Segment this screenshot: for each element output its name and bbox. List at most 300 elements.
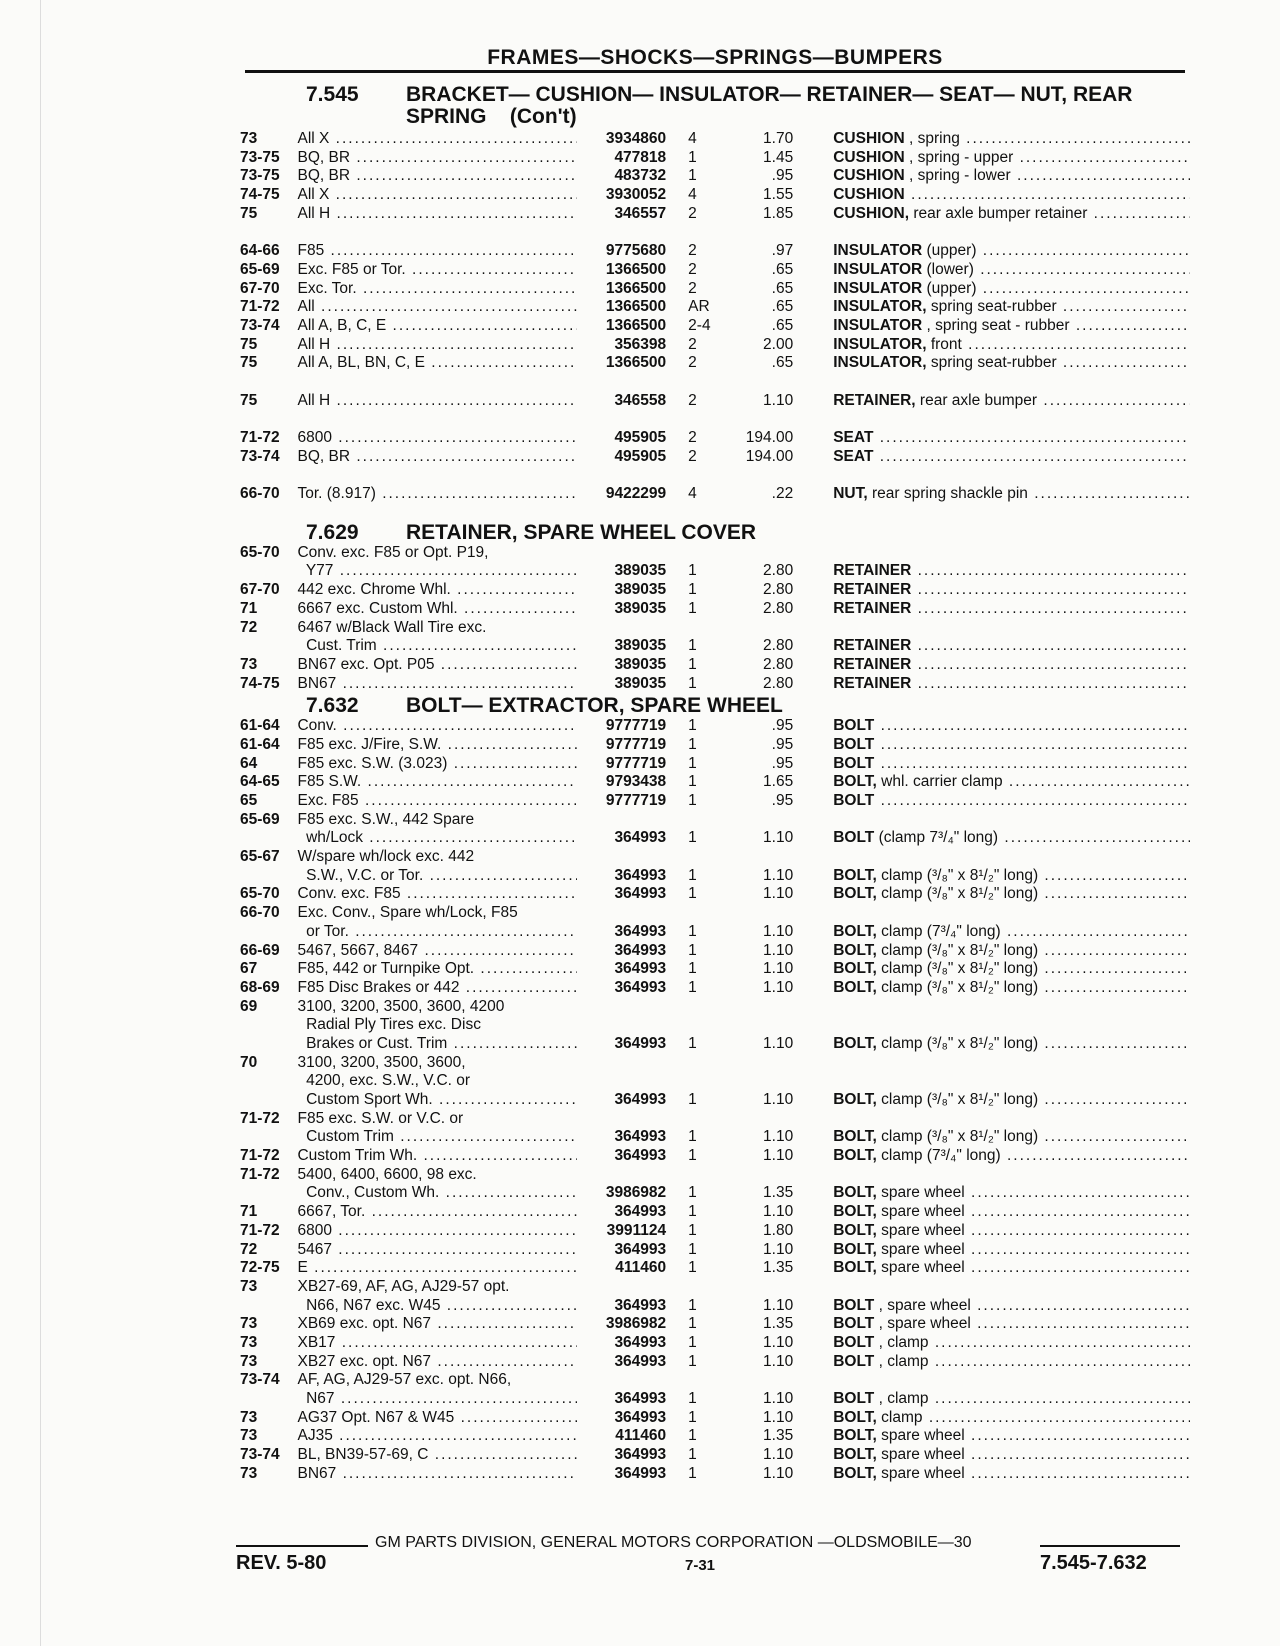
application-desc — [297, 1259, 576, 1278]
price: 1.10 — [763, 1352, 794, 1370]
part-name — [793, 130, 1190, 149]
price: .95 — [771, 167, 794, 185]
quantity — [666, 811, 728, 830]
section-title — [240, 522, 1190, 544]
part-number: 1366500 — [605, 316, 667, 334]
part-name — [793, 1371, 1190, 1390]
model-year: 64 — [240, 754, 258, 772]
table-row — [240, 792, 1190, 811]
model-year — [240, 1072, 297, 1091]
table-row — [240, 1110, 1190, 1129]
part-name-bold: CUSHION — [833, 130, 905, 147]
price: 2.80 — [763, 655, 794, 673]
table-row — [240, 581, 1190, 600]
part-note: clamp (³/₈" x 8¹/₂" long) — [881, 941, 1039, 959]
quantity: 1 — [688, 1333, 697, 1351]
price: 1.10 — [763, 1128, 794, 1146]
table-row — [240, 1409, 1190, 1428]
model-year — [240, 1297, 297, 1316]
table-row — [240, 960, 1190, 979]
part-name-bold: BOLT — [833, 754, 875, 772]
part-name — [793, 1297, 1190, 1316]
quantity — [666, 1054, 728, 1073]
application-desc — [297, 1184, 576, 1203]
part-name — [793, 1166, 1190, 1185]
part-number — [577, 1278, 666, 1297]
part-name-bold: RETAINER — [833, 581, 912, 599]
page-number: 7-31 — [685, 1557, 716, 1574]
part-number: 364993 — [614, 1333, 667, 1351]
application-text: All A, B, C, E — [297, 316, 387, 334]
application-desc — [297, 1035, 576, 1054]
part-name — [793, 242, 1190, 261]
model-year — [240, 829, 297, 848]
price: 1.10 — [763, 829, 794, 847]
application-text: Conv., Custom Wh. — [297, 1184, 440, 1202]
model-year — [240, 1016, 297, 1035]
application-text: BN67 — [297, 674, 337, 692]
model-year — [240, 867, 297, 886]
price — [728, 1371, 793, 1390]
application-text: 6467 w/Black Wall Tire exc. — [297, 618, 487, 636]
price: .97 — [771, 242, 794, 260]
application-text: W/spare wh/lock exc. 442 — [297, 848, 475, 866]
model-year: 66-70 — [240, 904, 280, 922]
part-note: clamp — [881, 1408, 923, 1426]
part-number: 495905 — [614, 429, 667, 446]
model-year: 73 — [240, 1408, 258, 1426]
price: 1.10 — [763, 1091, 794, 1108]
part-note: , clamp — [878, 1333, 929, 1351]
table-row — [240, 336, 1190, 355]
part-note: spare wheel — [881, 1203, 965, 1221]
part-number: 364993 — [614, 829, 667, 847]
application-desc — [297, 1465, 576, 1484]
part-name — [793, 637, 1190, 656]
model-year — [240, 637, 297, 656]
application-text: AJ35 — [297, 1427, 333, 1445]
application-desc — [297, 600, 576, 619]
part-name — [793, 186, 1190, 205]
table-row — [240, 773, 1190, 792]
application-desc — [297, 1072, 576, 1091]
application-text: F85, 442 or Turnpike Opt. — [297, 960, 475, 978]
part-name — [793, 1147, 1190, 1166]
table-row — [240, 923, 1190, 942]
table-row — [240, 261, 1190, 280]
part-name — [793, 904, 1190, 923]
model-year: 65-67 — [240, 848, 280, 866]
model-year: 72-75 — [240, 1259, 280, 1277]
table-row — [240, 205, 1190, 224]
quantity: 1 — [688, 866, 697, 884]
application-desc — [297, 1427, 576, 1446]
part-number: 364993 — [614, 1203, 667, 1221]
table-row — [240, 298, 1190, 317]
application-desc — [297, 656, 576, 675]
part-number: 364993 — [614, 941, 667, 959]
section-title — [240, 84, 1190, 128]
part-number — [577, 811, 666, 830]
quantity: 1 — [688, 1315, 697, 1333]
part-name-bold: BOLT — [833, 1390, 875, 1407]
price: 1.10 — [763, 1464, 794, 1482]
price: .22 — [771, 485, 794, 503]
model-year: 73-74 — [240, 316, 280, 334]
part-name-bold: RETAINER, — [833, 391, 916, 409]
part-number: 9775680 — [605, 242, 667, 260]
price — [728, 998, 793, 1017]
part-note: spare wheel — [881, 1464, 965, 1482]
part-name-bold: BOLT, — [833, 922, 877, 940]
part-name — [793, 998, 1190, 1017]
model-year: 72 — [240, 618, 258, 636]
application-desc — [297, 149, 576, 168]
part-name — [793, 848, 1190, 867]
part-number: 3934860 — [605, 130, 667, 147]
application-text: N67 — [297, 1390, 335, 1407]
application-text: Exc. F85 or Tor. — [297, 260, 406, 278]
part-note: clamp (³/₈" x 8¹/₂" long) — [881, 978, 1039, 996]
model-year — [240, 1091, 297, 1110]
part-number: 389035 — [614, 599, 667, 617]
part-name-bold: BOLT, — [833, 866, 877, 884]
price: 2.80 — [763, 674, 794, 692]
quantity: 1 — [688, 1352, 697, 1370]
part-name-bold: BOLT, — [833, 1446, 877, 1464]
price: 1.10 — [763, 1240, 794, 1258]
application-text: Radial Ply Tires exc. Disc — [297, 1016, 481, 1034]
part-name — [793, 1315, 1190, 1334]
model-year: 65-69 — [240, 260, 280, 278]
table-row — [240, 1035, 1190, 1054]
part-number: 495905 — [614, 447, 667, 465]
part-name-bold: RETAINER — [833, 599, 912, 617]
part-note: clamp (³/₈" x 8¹/₂" long) — [881, 960, 1039, 978]
table-row — [240, 675, 1190, 694]
quantity: 1 — [688, 1147, 697, 1165]
application-desc — [297, 998, 576, 1017]
part-number: 364993 — [614, 978, 667, 996]
model-year: 73 — [240, 1315, 258, 1333]
part-number: 364993 — [614, 1147, 667, 1165]
quantity: 1 — [688, 754, 697, 772]
quantity: 1 — [688, 637, 697, 655]
part-name-bold: BOLT, — [833, 1128, 877, 1146]
application-text: N66, N67 exc. W45 — [297, 1296, 441, 1314]
part-name — [793, 1334, 1190, 1353]
table-row — [240, 811, 1190, 830]
model-year: 73 — [240, 1427, 258, 1445]
part-number: 346557 — [614, 204, 667, 222]
application-desc — [297, 885, 576, 904]
application-text: BN67 — [297, 1464, 337, 1482]
part-name-bold: CUSHION — [833, 186, 905, 204]
application-text: F85 S.W. — [297, 773, 362, 791]
price — [728, 904, 793, 923]
price: 1.10 — [763, 1296, 794, 1314]
application-desc — [297, 960, 576, 979]
price: 1.35 — [763, 1315, 794, 1333]
price: .65 — [771, 298, 794, 316]
application-desc — [297, 1016, 576, 1035]
part-number — [577, 1072, 666, 1091]
part-note: spare wheel — [881, 1221, 965, 1239]
table-row — [240, 1128, 1190, 1147]
application-desc — [297, 1371, 576, 1390]
part-note: rear spring shackle pin — [871, 485, 1028, 503]
part-name — [793, 1054, 1190, 1073]
part-name — [793, 1091, 1190, 1110]
quantity: 1 — [688, 674, 697, 692]
table-row — [240, 755, 1190, 774]
model-year: 73 — [240, 1333, 258, 1351]
quantity: 2 — [688, 260, 697, 278]
table-row — [240, 1016, 1190, 1035]
part-name-bold: NUT, — [833, 485, 868, 503]
application-desc — [297, 942, 576, 961]
part-name-bold: BOLT — [833, 1352, 875, 1370]
application-desc — [297, 829, 576, 848]
part-name — [793, 675, 1190, 694]
part-number: 364993 — [614, 866, 667, 884]
model-year: 64-66 — [240, 242, 280, 260]
part-name — [793, 1203, 1190, 1222]
application-desc — [297, 792, 576, 811]
application-text: XB69 exc. opt. N67 — [297, 1315, 432, 1333]
application-text: BQ, BR — [297, 447, 351, 465]
part-name — [793, 1465, 1190, 1484]
part-name-bold: BOLT, — [833, 1408, 877, 1426]
part-number: 3986982 — [605, 1315, 667, 1333]
part-number: 364993 — [614, 1464, 667, 1482]
part-name-bold: INSULATOR, — [833, 354, 927, 372]
table-row — [240, 1353, 1190, 1372]
model-year: 73-74 — [240, 447, 280, 465]
quantity: 1 — [688, 773, 697, 791]
part-number — [577, 1166, 666, 1185]
model-year — [240, 1184, 297, 1203]
part-number: 389035 — [614, 562, 667, 580]
application-text: Conv. exc. F85 — [297, 885, 401, 903]
quantity: 2 — [688, 335, 697, 353]
part-note: clamp (7³/₄" long) — [881, 1147, 1001, 1165]
price: 1.10 — [763, 1333, 794, 1351]
part-note: , spring - lower — [909, 167, 1011, 185]
application-desc — [297, 848, 576, 867]
table-row — [240, 562, 1190, 581]
part-name-bold: BOLT — [833, 829, 875, 847]
quantity — [666, 904, 728, 923]
model-year: 71-72 — [240, 429, 280, 446]
table-row — [240, 186, 1190, 205]
price: 1.10 — [763, 1408, 794, 1426]
table-row — [240, 1259, 1190, 1278]
model-year: 73 — [240, 1277, 258, 1295]
part-number: 9422299 — [605, 485, 667, 503]
part-name — [793, 792, 1190, 811]
application-desc — [297, 923, 576, 942]
quantity: 2 — [688, 447, 697, 465]
model-year: 68-69 — [240, 978, 280, 996]
application-text: Exc. Tor. — [297, 279, 357, 297]
price — [728, 544, 793, 563]
section-heading-line: RETAINER, SPARE WHEEL COVER — [406, 520, 757, 544]
part-name-bold: BOLT, — [833, 978, 877, 996]
quantity — [666, 1072, 728, 1091]
part-name-bold: BOLT, — [833, 773, 877, 791]
part-note: , clamp — [878, 1390, 929, 1407]
application-text: XB17 — [297, 1333, 336, 1351]
section-range: 7.545-7.632 — [1040, 1552, 1147, 1574]
part-number: 1366500 — [605, 298, 667, 316]
part-note: (upper) — [926, 279, 977, 297]
section-heading — [406, 695, 1190, 717]
part-note: spring seat-rubber — [930, 298, 1057, 316]
part-name-bold: INSULATOR — [833, 279, 923, 297]
part-name — [793, 167, 1190, 186]
application-desc — [297, 1353, 576, 1372]
application-text: All H — [297, 204, 331, 222]
part-name-bold: BOLT — [833, 1333, 875, 1351]
table-row — [240, 1465, 1190, 1484]
quantity — [666, 1278, 728, 1297]
part-name — [793, 354, 1190, 373]
price: 1.65 — [763, 773, 794, 791]
price — [728, 619, 793, 638]
quantity: 1 — [688, 1221, 697, 1239]
table-row — [240, 619, 1190, 638]
part-name — [793, 429, 1190, 448]
table-row — [240, 904, 1190, 923]
model-year: 67-70 — [240, 581, 280, 599]
application-text: Conv. — [297, 717, 337, 735]
price: 1.80 — [763, 1221, 794, 1239]
part-name-bold: SEAT — [833, 429, 874, 446]
part-name — [793, 1184, 1190, 1203]
price: .65 — [771, 316, 794, 334]
quantity: 2-4 — [688, 316, 711, 334]
part-name — [793, 1016, 1190, 1035]
part-note: spare wheel — [881, 1446, 965, 1464]
section-heading-line: BOLT— EXTRACTOR, SPARE WHEEL — [406, 694, 783, 718]
quantity: 2 — [688, 391, 697, 409]
application-desc — [297, 904, 576, 923]
part-note: clamp (³/₈" x 8¹/₂" long) — [881, 866, 1039, 884]
part-name-bold: RETAINER — [833, 637, 912, 655]
part-note: clamp (7³/₄" long) — [881, 922, 1001, 940]
part-name — [793, 392, 1190, 411]
application-text: XB27 exc. opt. N67 — [297, 1352, 432, 1370]
quantity: 1 — [688, 1128, 697, 1146]
application-desc — [297, 979, 576, 998]
part-name — [793, 829, 1190, 848]
application-desc — [297, 167, 576, 186]
application-desc — [297, 1446, 576, 1465]
table-row — [240, 736, 1190, 755]
part-name-bold: INSULATOR — [833, 242, 923, 260]
price: .65 — [771, 279, 794, 297]
part-number: 477818 — [614, 148, 667, 166]
application-text: E — [297, 1259, 308, 1277]
part-number: 1366500 — [605, 354, 667, 372]
part-name-bold: RETAINER — [833, 562, 912, 580]
quantity: 1 — [688, 167, 697, 185]
application-text: F85 exc. S.W. or V.C. or — [297, 1109, 464, 1127]
part-note: clamp (³/₈" x 8¹/₂" long) — [881, 885, 1039, 903]
quantity: 1 — [688, 1427, 697, 1445]
quantity — [666, 619, 728, 638]
part-number: 1366500 — [605, 260, 667, 278]
part-name-bold: BOLT, — [833, 1259, 877, 1277]
part-name — [793, 1353, 1190, 1372]
application-text: Cust. Trim — [297, 637, 377, 655]
part-name — [793, 600, 1190, 619]
application-desc — [297, 1147, 576, 1166]
part-name-bold: BOLT, — [833, 1464, 877, 1482]
model-year: 71-72 — [240, 1147, 280, 1165]
price: .95 — [771, 792, 794, 809]
model-year — [240, 562, 297, 581]
part-number — [577, 544, 666, 563]
application-desc — [297, 1334, 576, 1353]
part-note: front — [930, 335, 962, 353]
part-note: (upper) — [926, 242, 977, 260]
model-year: 73-74 — [240, 1371, 280, 1389]
part-name-bold: RETAINER — [833, 674, 912, 692]
part-number: 364993 — [614, 1446, 667, 1464]
quantity: 1 — [688, 885, 697, 903]
part-name-bold: BOLT, — [833, 1091, 877, 1108]
part-name — [793, 1035, 1190, 1054]
quantity: 1 — [688, 1240, 697, 1258]
application-text: BQ, BR — [297, 167, 351, 185]
part-name — [793, 1128, 1190, 1147]
part-note: spare wheel — [881, 1259, 965, 1277]
quantity — [666, 544, 728, 563]
quantity: 1 — [688, 960, 697, 978]
model-year: 65-70 — [240, 885, 280, 903]
model-year: 66-70 — [240, 485, 280, 503]
application-desc — [297, 280, 576, 299]
quantity: 1 — [688, 1203, 697, 1221]
model-year: 75 — [240, 335, 258, 353]
part-name — [793, 923, 1190, 942]
table-row — [240, 130, 1190, 149]
price: .95 — [771, 717, 794, 735]
part-name — [793, 317, 1190, 336]
model-year: 74-75 — [240, 186, 280, 204]
application-desc — [297, 130, 576, 149]
quantity: 2 — [688, 242, 697, 260]
table-row — [240, 1184, 1190, 1203]
application-text: Y77 — [297, 562, 334, 580]
application-text: S.W., V.C. or Tor. — [297, 866, 424, 884]
part-name — [793, 979, 1190, 998]
model-year: 67-70 — [240, 279, 280, 297]
application-desc — [297, 755, 576, 774]
part-name — [793, 773, 1190, 792]
part-note: spare wheel — [881, 1427, 965, 1445]
part-name — [793, 960, 1190, 979]
table-row — [240, 1371, 1190, 1390]
part-name-bold: INSULATOR — [833, 260, 923, 278]
part-number: 9793438 — [605, 773, 667, 791]
application-text: BQ, BR — [297, 148, 351, 166]
application-text: All H — [297, 391, 331, 409]
application-desc — [297, 242, 576, 261]
model-year: 69 — [240, 997, 258, 1015]
